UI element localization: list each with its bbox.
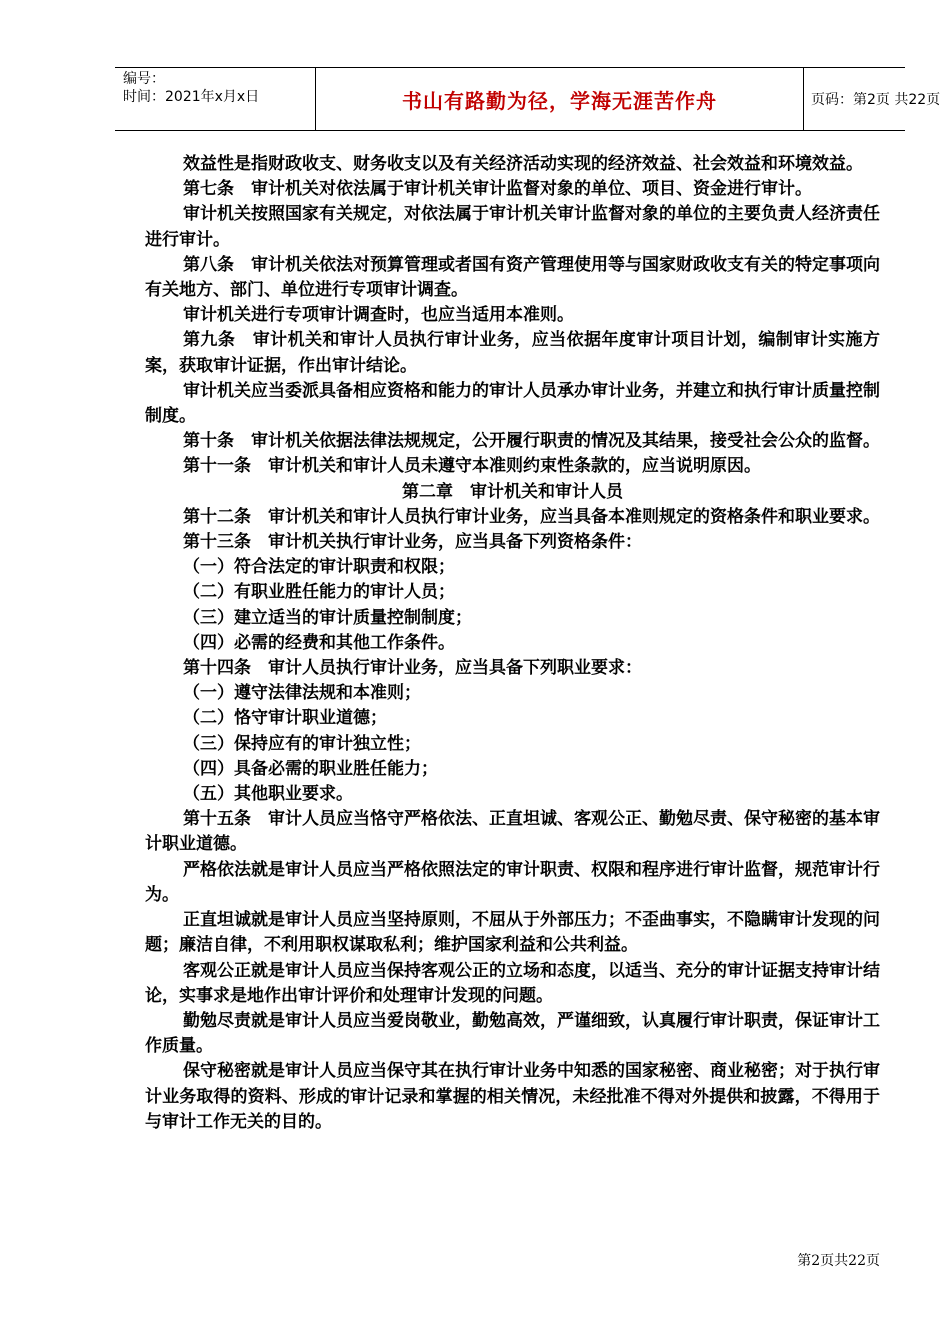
paragraph: 第十一条 审计机关和审计人员未遵守本准则约束性条款的，应当说明原因。 bbox=[183, 456, 761, 477]
paragraph: 正直坦诚就是审计人员应当坚持原则，不屈从于外部压力；不歪曲事实，不隐瞒审计发现的问题；廉洁自律，不利用职权谋取私利；维护国家利益和公共利益。 bbox=[145, 910, 880, 956]
motto: 书山有路勤为径，学海无涯苦作舟 bbox=[402, 88, 717, 113]
list-item: （一）符合法定的审计职责和权限； bbox=[183, 557, 455, 578]
paragraph: 第八条 审计机关依法对预算管理或者国有资产管理使用等与国家财政收支有关的特定事项向有关地方、部门、单位进行专项审计调查。 bbox=[145, 254, 880, 301]
list-item: （二）恪守审计职业道德； bbox=[183, 708, 387, 729]
header-page-cell bbox=[803, 68, 941, 130]
paragraph: 第十条 审计机关依据法律法规规定，公开履行职责的情况及其结果，接受社会公众的监督。 bbox=[183, 431, 880, 452]
paragraph: 第十二条 审计机关和审计人员执行审计业务，应当具备本准则规定的资格条件和职业要求。 bbox=[183, 506, 880, 527]
code-label: 编号： bbox=[123, 71, 165, 87]
page-header bbox=[115, 67, 941, 131]
paragraph: 第七条 审计机关对依法属于审计机关审计监督对象的单位、项目、资金进行审计。 bbox=[183, 179, 812, 200]
paragraph: 第九条 审计机关和审计人员执行审计业务，应当依据年度审计项目计划，编制审计实施方案，获取审计证据，作出审计结论。 bbox=[145, 330, 880, 376]
chapter-heading: 第二章 审计机关和审计人员 bbox=[402, 481, 623, 502]
list-item: （四）具备必需的职业胜任能力； bbox=[183, 758, 438, 779]
paragraph: 审计机关进行专项审计调查时，也应当适用本准则。 bbox=[183, 305, 574, 326]
paragraph: 第十四条 审计人员执行审计业务，应当具备下列职业要求： bbox=[183, 658, 642, 679]
paragraph: 第十五条 审计人员应当恪守严格依法、正直坦诚、客观公正、勤勉尽责、保守秘密的基本审计职业道德。 bbox=[145, 809, 880, 855]
time-label: 时间：2021年x月x日 bbox=[123, 89, 260, 105]
list-item: （五）其他职业要求。 bbox=[183, 784, 353, 805]
paragraph: 客观公正就是审计人员应当保持客观公正的立场和态度，以适当、充分的审计证据支持审计结论，实事求是地作出审计评价和处理审计发现的问题。 bbox=[145, 960, 880, 1006]
paragraph: 勤勉尽责就是审计人员应当爱岗敬业，勤勉高效，严谨细致，认真履行审计职责，保证审计工作质量。 bbox=[145, 1010, 880, 1057]
list-item: （三）建立适当的审计质量控制制度； bbox=[183, 607, 472, 628]
list-item: （一）遵守法律法规和本准则； bbox=[183, 683, 421, 704]
list-item: （二）有职业胜任能力的审计人员； bbox=[183, 582, 455, 603]
paragraph: 严格依法就是审计人员应当严格依照法定的审计职责、权限和程序进行审计监督，规范审计行为。 bbox=[145, 859, 880, 905]
page-info: 页码：第2页 共22页 bbox=[811, 92, 941, 108]
page-footer: 第2页共22页 bbox=[797, 1253, 880, 1269]
paragraph: 审计机关按照国家有关规定，对依法属于审计机关审计监督对象的单位的主要负责人经济责任进行审计。 bbox=[145, 204, 880, 250]
list-item: （四）必需的经费和其他工作条件。 bbox=[183, 632, 455, 653]
paragraph: 保守秘密就是审计人员应当保守其在执行审计业务中知悉的国家秘密、商业秘密；对于执行审计业务取得的资料、形成的审计记录和掌握的相关情况，未经批准不得对外提供和披露，不得用于与审计工作无关的目的。 bbox=[145, 1061, 880, 1132]
list-item: （三）保持应有的审计独立性； bbox=[183, 733, 421, 754]
paragraph: 第十三条 审计机关执行审计业务，应当具备下列资格条件： bbox=[183, 532, 642, 553]
paragraph: 审计机关应当委派具备相应资格和能力的审计人员承办审计业务，并建立和执行审计质量控制制度。 bbox=[145, 380, 880, 427]
header-motto-cell bbox=[315, 68, 804, 130]
paragraph: 效益性是指财政收支、财务收支以及有关经济活动实现的经济效益、社会效益和环境效益。 bbox=[183, 154, 863, 174]
document-body bbox=[145, 152, 880, 1135]
header-meta bbox=[115, 68, 315, 130]
